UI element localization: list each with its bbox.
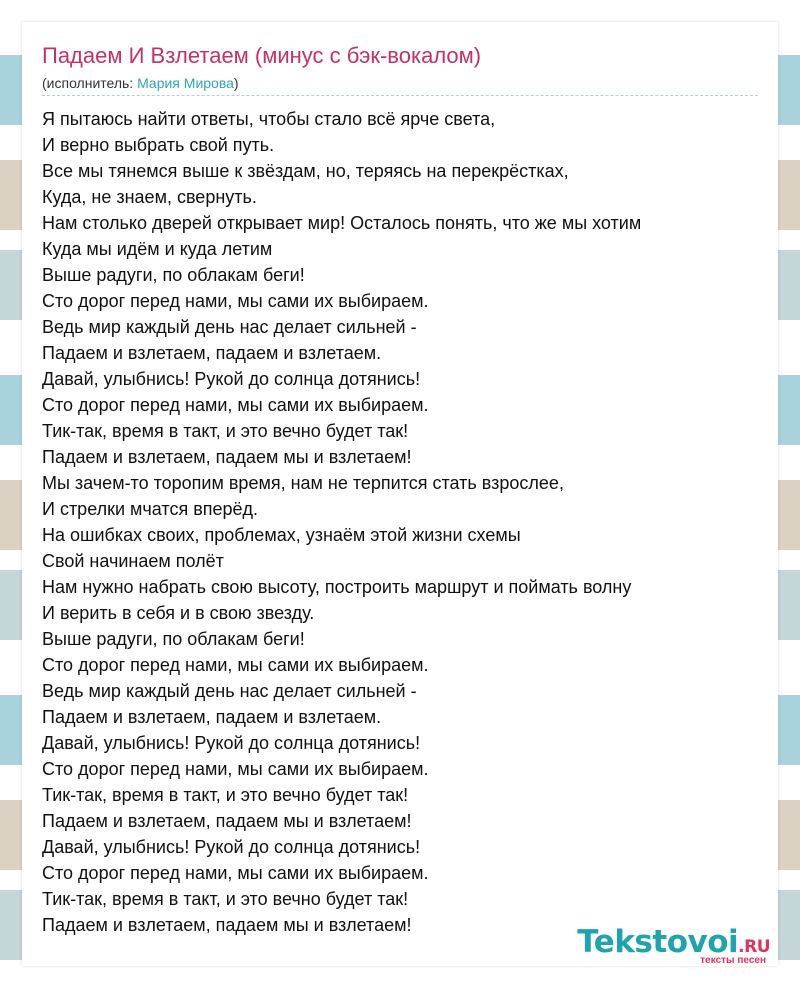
- lyric-line: Сто дорог перед нами, мы сами их выбираем.: [42, 395, 429, 415]
- lyric-line: Ведь мир каждый день нас делает сильней -: [42, 317, 417, 337]
- lyric-line: Выше радуги, по облакам беги!: [42, 629, 305, 649]
- lyric-line: Падаем и взлетаем, падаем и взлетаем.: [42, 343, 382, 363]
- lyric-line: Сто дорог перед нами, мы сами их выбираем.: [42, 655, 429, 675]
- lyric-line: Все мы тянемся выше к звёздам, но, теряясь на перекрёстках,: [42, 161, 569, 181]
- lyric-line: Падаем и взлетаем, падаем мы и взлетаем!: [42, 447, 412, 467]
- artist-suffix: ): [233, 75, 239, 91]
- lyric-line: И верить в себя и в свою звезду.: [42, 603, 315, 623]
- lyric-line: Сто дорог перед нами, мы сами их выбираем.: [42, 291, 429, 311]
- lyric-line: Нам столько дверей открывает мир! Осталось понять, что же мы хотим: [42, 213, 642, 233]
- lyric-line: Куда, не знаем, свернуть.: [42, 187, 257, 207]
- lyric-line: Падаем и взлетаем, падаем мы и взлетаем!: [42, 811, 412, 831]
- lyric-line: Тик-так, время в такт, и это вечно будет так!: [42, 785, 409, 805]
- lyric-line: Тик-так, время в такт, и это вечно будет так!: [42, 421, 409, 441]
- logo-tagline: тексты песен: [700, 955, 766, 966]
- lyric-line: Падаем и взлетаем, падаем мы и взлетаем!: [42, 915, 412, 935]
- lyric-line: Выше радуги, по облакам беги!: [42, 265, 305, 285]
- logo-brand: Tekstovoi: [577, 924, 739, 960]
- lyric-line: Давай, улыбнись! Рукой до солнца дотянись!: [42, 733, 421, 753]
- lyric-line: Я пытаюсь найти ответы, чтобы стало всё ярче света,: [42, 109, 496, 129]
- lyric-line: Давай, улыбнись! Рукой до солнца дотянись!: [42, 837, 421, 857]
- artist-link[interactable]: Мария Мирова: [137, 75, 234, 91]
- artist-prefix: (исполнитель:: [42, 75, 138, 91]
- song-title: Падаем И Взлетаем (минус с бэк-вокалом): [42, 43, 482, 68]
- logo-tld: .RU: [738, 937, 770, 957]
- lyric-line: Куда мы идём и куда летим: [42, 239, 273, 259]
- lyric-line: Давай, улыбнись! Рукой до солнца дотянись!: [42, 369, 421, 389]
- lyric-line: Нам нужно набрать свою высоту, построить маршрут и поймать волну: [42, 577, 632, 597]
- artist-line: [42, 74, 758, 96]
- lyric-line: И стрелки мчатся вперёд.: [42, 499, 259, 519]
- site-logo[interactable]: [577, 925, 770, 964]
- lyrics-text: [42, 106, 768, 938]
- lyric-line: Ведь мир каждый день нас делает сильней -: [42, 681, 417, 701]
- lyric-line: Сто дорог перед нами, мы сами их выбираем.: [42, 759, 429, 779]
- lyric-line: На ошибках своих, проблемах, узнаём этой жизни схемы: [42, 525, 521, 545]
- lyric-line: Сто дорог перед нами, мы сами их выбираем.: [42, 863, 429, 883]
- lyrics-card: [22, 22, 778, 966]
- lyric-line: Свой начинаем полёт: [42, 551, 224, 571]
- lyric-line: Падаем и взлетаем, падаем и взлетаем.: [42, 707, 382, 727]
- lyric-line: И верно выбрать свой путь.: [42, 135, 275, 155]
- lyric-line: Мы зачем-то торопим время, нам не терпится стать взрослее,: [42, 473, 564, 493]
- lyric-line: Тик-так, время в такт, и это вечно будет так!: [42, 889, 409, 909]
